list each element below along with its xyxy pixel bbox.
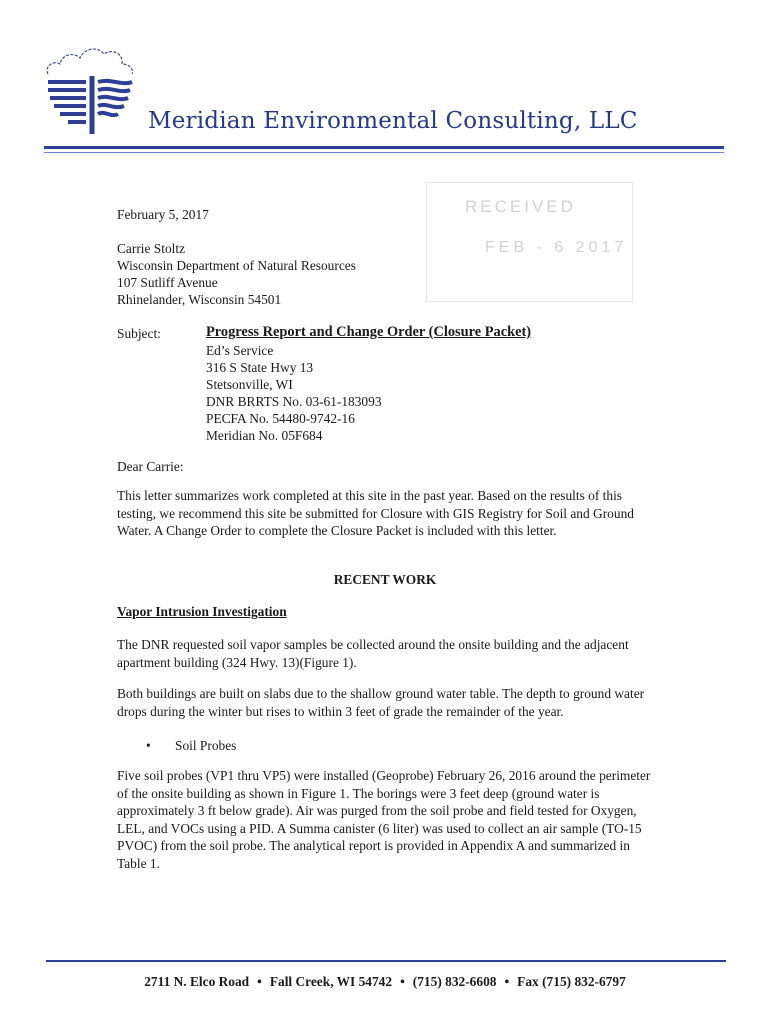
subject-line: 316 S State Hwy 13 bbox=[206, 360, 314, 375]
subject-line: Stetsonville, WI bbox=[206, 377, 293, 392]
intro-paragraph: This letter summarizes work completed at this site in the past year. Based on the results of this testing, we recommend this site be submitted for Closure with GIS Registry for Soil and Ground Water. A Change Order to complete the Closure Packet is included with this letter. bbox=[117, 488, 634, 539]
stamp-line-1: RECEIVED bbox=[465, 197, 576, 216]
footer-address: 2711 N. Elco Road bbox=[144, 974, 250, 989]
subject-line: PECFA No. 54480-9742-16 bbox=[206, 411, 355, 426]
footer-rule bbox=[46, 960, 726, 962]
paragraph-soil-probes: Five soil probes (VP1 thru VP5) were installed (Geoprobe) February 26, 2016 around the perimeter of the onsite building as shown in Figure 1. The borings were 3 feet deep (ground water is approximately 3 ft below grade). Air was purged from the soil probe and field tested for Oxygen, LEL, and VOCs using a PID. A Summa canister (6 liter) was used to collect an air sample (TO-15 PVOC) from the soil probe. The analytical report is provided in Appendix A and summarized in Table 1. bbox=[117, 768, 651, 871]
bullet-icon: • bbox=[146, 738, 151, 753]
subject-line: Meridian No. 05F684 bbox=[206, 428, 323, 443]
letter-date: February 5, 2017 bbox=[117, 207, 209, 222]
recipient-city: Rhinelander, Wisconsin 54501 bbox=[117, 292, 282, 307]
subject-line: Ed’s Service bbox=[206, 343, 274, 358]
header-rule-thin bbox=[44, 152, 724, 153]
subject-line: DNR BRRTS No. 03-61-183093 bbox=[206, 394, 382, 409]
section-heading: RECENT WORK bbox=[333, 572, 437, 587]
received-stamp bbox=[426, 182, 633, 302]
footer-city: Fall Creek, WI 54742 bbox=[269, 974, 393, 989]
header-rule bbox=[44, 146, 724, 149]
footer-contact bbox=[0, 974, 770, 990]
stamp-line-2: FEB - 6 2017 bbox=[485, 239, 628, 256]
bullet-item-soil-probes: Soil Probes bbox=[175, 738, 237, 753]
footer-phone: (715) 832-6608 bbox=[412, 974, 497, 989]
subject-title: Progress Report and Change Order (Closure Packet) bbox=[206, 324, 532, 340]
paragraph-slab-buildings: Both buildings are built on slabs due to the shallow ground water table. The depth to ground water drops during the winter but rises to within 3 feet of grade the remainder of the year. bbox=[117, 686, 645, 719]
footer-separator: • bbox=[257, 974, 262, 989]
subsection-heading: Vapor Intrusion Investigation bbox=[117, 604, 287, 619]
recipient-name: Carrie Stoltz bbox=[117, 241, 186, 256]
subject-label: Subject: bbox=[117, 326, 161, 341]
company-logo-icon bbox=[40, 40, 140, 140]
recipient-street: 107 Sutliff Avenue bbox=[117, 275, 218, 290]
company-name: Meridian Environmental Consulting, LLC bbox=[148, 108, 638, 134]
footer-fax: Fax (715) 832-6797 bbox=[517, 974, 626, 989]
footer-separator: • bbox=[504, 974, 510, 989]
paragraph-vapor-request: The DNR requested soil vapor samples be collected around the onsite building and the adjacent apartment building (324 Hwy. 13)(Figure 1). bbox=[117, 637, 629, 670]
salutation: Dear Carrie: bbox=[117, 459, 184, 474]
footer-separator: • bbox=[400, 974, 405, 989]
recipient-organization: Wisconsin Department of Natural Resources bbox=[117, 258, 356, 273]
